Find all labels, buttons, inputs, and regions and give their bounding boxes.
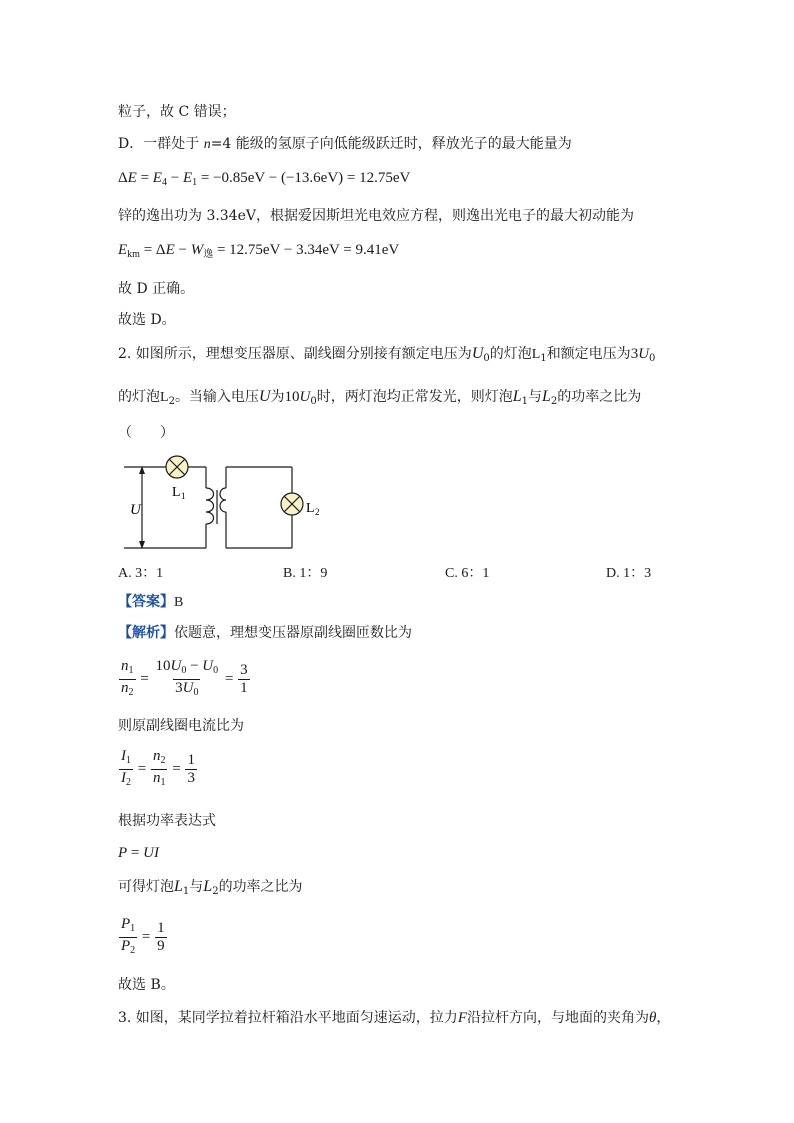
d-correct: 故 D 正确。 [118, 281, 195, 297]
answer-value: B [174, 595, 184, 610]
d-suffix: =4 能级的氢原子向低能级跃迁时，释放光子的最大能量为 [210, 136, 572, 152]
l1-label: L [172, 485, 181, 500]
current-ratio-equation: $\frac{I_1}{I_2}$ = $\frac{n_2}{n_1}$ = $\frac{1}{3}$ [118, 748, 198, 791]
prev-option-d [118, 134, 572, 155]
lamp-l1-icon [166, 456, 188, 478]
power-formula: P = UI [118, 845, 159, 861]
d-n: n [203, 137, 211, 152]
kinetic-equation: $E_{km} = \Delta E - W_逸 = 12.75eV - 3.34eV = 9.41eV$ [118, 242, 400, 260]
w-sub: 逸 [203, 249, 214, 260]
analysis-tag: 【解析】 [118, 625, 174, 641]
l2-label: L [306, 501, 315, 516]
q2-stem-line-2: 的灯泡$L_2$。当输入电压U为$10U_0$时，两灯泡均正常发光，则灯泡$L_1$与$L_2$的功率之比为 [118, 388, 642, 407]
l2-sub: 2 [315, 507, 320, 517]
kinetic-equation-tail: = 12.75eV − 3.34eV = 9.41eV [216, 242, 400, 258]
q2-choose: 故选 B。 [118, 977, 175, 993]
q3-stem: 3. 如图，某同学拉着拉杆箱沿水平地面匀速运动，拉力F沿拉杆方向，与地面的夹角为θ， [118, 1010, 671, 1026]
analysis-line [118, 623, 412, 643]
prev-choose: 故选 D。 [118, 312, 176, 328]
answer-tag: 【答案】 [118, 594, 174, 610]
option-d: D. 1：3 [606, 566, 652, 581]
l1-sub: 1 [181, 491, 186, 501]
answer-line [118, 592, 183, 613]
analysis-text: 依题意，理想变压器原副线圈匝数比为 [174, 625, 412, 641]
q2-stem-line-1: 2. 如图所示，理想变压器原、副线圈分别接有额定电压为$U_0$的灯泡$L_1$和额定电压为$3U_0$ [118, 345, 656, 364]
prev-line-1: 粒子，故 C 错误； [118, 104, 236, 120]
power-ratio-text: 可得灯泡$L_1$与$L_2$的功率之比为 [118, 878, 303, 897]
ek-sub: km [127, 249, 140, 260]
option-b: B. 1：9 [283, 566, 328, 581]
option-c: C. 6：1 [445, 566, 490, 581]
option-a: A. 3：1 [118, 566, 164, 581]
power-ratio-equation: $\frac{P_1}{P_2}$ = $\frac{1}{9}$ [118, 916, 168, 959]
d-prefix: D．一群处于 [118, 136, 204, 152]
current-ratio-text: 则原副线圈电流比为 [118, 718, 244, 734]
turns-ratio-equation: $\frac{n_1}{n_2}$ = $\frac{10U_0 - U_0}{3U_0}$ = $\frac{3}{1}$ [118, 658, 251, 701]
power-formula-text: 根据功率表达式 [118, 813, 216, 829]
u-label: U [130, 502, 141, 518]
zinc-text: 锌的逸出功为 3.34eV，根据爱因斯坦光电效应方程，则逸出光电子的最大初动能为 [118, 208, 635, 224]
transformer-circuit-diagram [118, 452, 338, 552]
energy-equation-tail: = −0.85eV − (−13.6eV) = 12.75eV [200, 170, 411, 186]
q2-paren: （ ） [118, 425, 174, 441]
lamp-l2-icon [281, 493, 303, 515]
energy-equation: $\Delta E = E_4 - E_1 = -0.85eV - (-13.6eV) = 12.75eV$ [118, 170, 411, 188]
